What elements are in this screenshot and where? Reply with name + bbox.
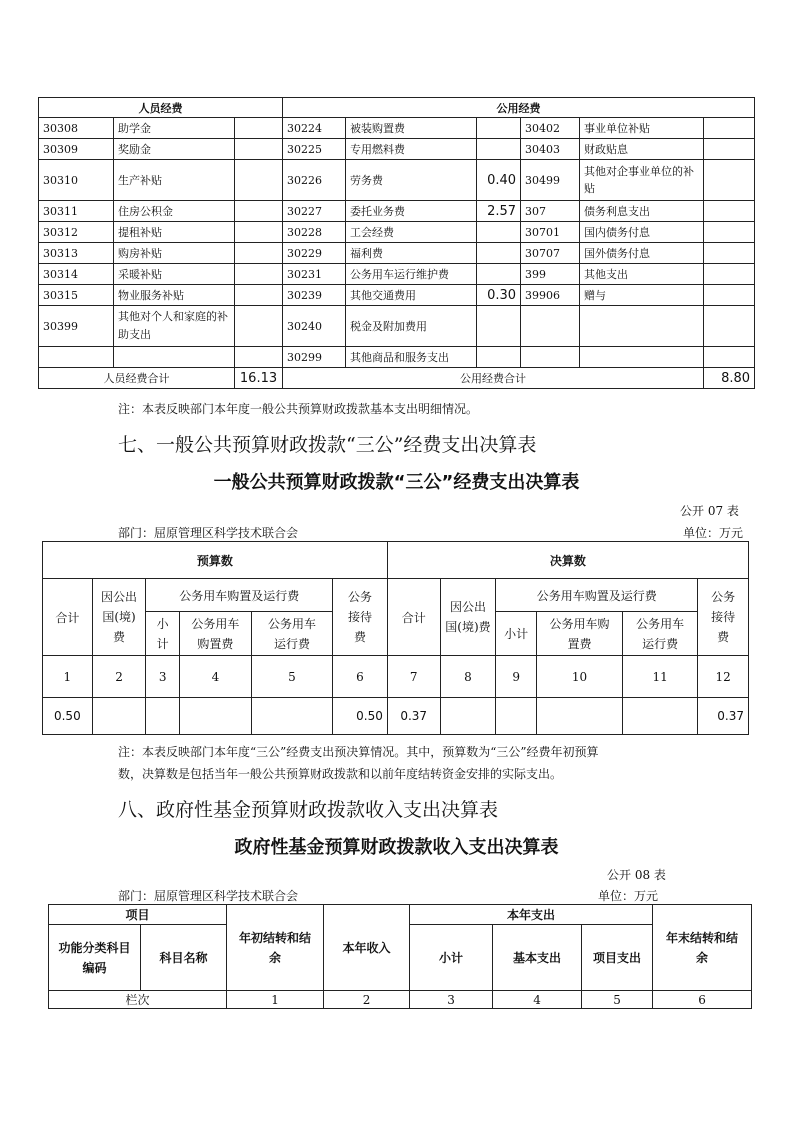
section8-heading: 八、政府性基金预算财政拨款收入支出决算表 — [118, 799, 499, 821]
col-num: 5 — [251, 656, 332, 698]
abroad-header: 因公出国(境)费 — [440, 579, 496, 656]
table2-note-line1: 注：本表反映部门本年度“三公”经费支出预决算情况。其中，预算数为“三公”经费年初预算 — [118, 745, 599, 759]
code: 30311 — [39, 201, 114, 222]
amount — [477, 264, 521, 285]
col-num: 2 — [92, 656, 146, 698]
code: 399 — [521, 264, 580, 285]
section7-heading: 七、一般公共预算财政拨款“三公”经费支出决算表 — [118, 434, 537, 456]
table-row — [39, 201, 755, 222]
value-cell: 0.50 — [43, 698, 93, 735]
reception-header: 公务接待费 — [698, 579, 749, 656]
item-name: 其他对个人和家庭的补助支出 — [114, 306, 235, 347]
code: 30224 — [283, 118, 346, 139]
table-row — [39, 347, 755, 368]
subtotal-header: 小计 — [146, 612, 179, 656]
car-purchase-header: 公务用车购置费 — [179, 612, 251, 656]
department: 部门：屈原管理区科学技术联合会 — [118, 526, 299, 540]
item-name: 福利费 — [346, 243, 477, 264]
item-name: 委托业务费 — [346, 201, 477, 222]
amount — [477, 243, 521, 264]
department: 部门：屈原管理区科学技术联合会 — [118, 889, 299, 903]
personnel-total-label: 人员经费合计 — [39, 368, 235, 389]
car-run-header: 公务用车运行费 — [251, 612, 332, 656]
item-name: 国内债务付息 — [580, 222, 704, 243]
amount — [235, 160, 283, 201]
amount — [235, 306, 283, 347]
item-name: 被装购置费 — [346, 118, 477, 139]
function-code-header: 功能分类科目编码 — [49, 925, 141, 991]
table-row — [39, 139, 755, 160]
subtotal-header: 小计 — [496, 612, 537, 656]
item-name: 其他商品和服务支出 — [346, 347, 477, 368]
code: 30225 — [283, 139, 346, 160]
table-row — [39, 222, 755, 243]
car-purchase-header: 公务用车购置费 — [536, 612, 622, 656]
col-num: 9 — [496, 656, 537, 698]
basic-expense-detail-table — [38, 97, 755, 389]
basic-expense-header: 基本支出 — [493, 925, 582, 991]
code — [39, 347, 114, 368]
col-num: 1 — [227, 991, 324, 1009]
value-cell: 0.37 — [698, 698, 749, 735]
amount — [235, 243, 283, 264]
amount — [477, 306, 521, 347]
public-expense-header: 公用经费 — [283, 98, 755, 118]
code: 30229 — [283, 243, 346, 264]
col-num: 6 — [333, 656, 388, 698]
value-cell — [146, 698, 179, 735]
col-num: 11 — [623, 656, 698, 698]
amount — [704, 222, 755, 243]
amount: 0.40 — [477, 160, 521, 201]
amount — [235, 118, 283, 139]
item-name: 财政贴息 — [580, 139, 704, 160]
item-name: 事业单位补贴 — [580, 118, 704, 139]
code: 30314 — [39, 264, 114, 285]
table2-note-line2: 数，决算数是包括当年一般公共预算财政拨款和以前年度结转资金安排的实际支出。 — [118, 767, 563, 781]
amount — [704, 243, 755, 264]
code: 30403 — [521, 139, 580, 160]
amount — [704, 264, 755, 285]
car-run-header: 公务用车运行费 — [623, 612, 698, 656]
abroad-header: 因公出国(境)费 — [92, 579, 146, 656]
code: 30299 — [283, 347, 346, 368]
amount — [477, 118, 521, 139]
public-total-label: 公用经费合计 — [283, 368, 704, 389]
col-num: 3 — [410, 991, 493, 1009]
col-num: 5 — [582, 991, 653, 1009]
three-public-expense-table — [42, 541, 749, 735]
amount — [704, 118, 755, 139]
code: 30231 — [283, 264, 346, 285]
amount — [704, 160, 755, 201]
code: 30228 — [283, 222, 346, 243]
code: 30499 — [521, 160, 580, 201]
item-name: 债务利息支出 — [580, 201, 704, 222]
col-num: 3 — [146, 656, 179, 698]
code: 30308 — [39, 118, 114, 139]
amount — [704, 306, 755, 347]
item-name: 其他支出 — [580, 264, 704, 285]
total-row — [39, 368, 755, 389]
value-cell: 0.50 — [333, 698, 388, 735]
begin-balance-header: 年初结转和结余 — [227, 905, 324, 991]
code: 30240 — [283, 306, 346, 347]
table-row — [39, 264, 755, 285]
item-name: 住房公积金 — [114, 201, 235, 222]
unit: 单位：万元 — [598, 889, 659, 903]
amount — [235, 139, 283, 160]
code: 30402 — [521, 118, 580, 139]
item-name — [580, 347, 704, 368]
value-cell — [536, 698, 622, 735]
amount: 0.30 — [477, 285, 521, 306]
amount — [704, 201, 755, 222]
gov-fund-table — [48, 904, 752, 1009]
amount — [235, 264, 283, 285]
item-name: 助学金 — [114, 118, 235, 139]
item-name: 公务用车运行维护费 — [346, 264, 477, 285]
col-num: 7 — [387, 656, 440, 698]
budget-header: 预算数 — [43, 542, 388, 579]
amount — [477, 347, 521, 368]
col-num: 4 — [493, 991, 582, 1009]
personnel-total-value: 16.13 — [235, 368, 283, 389]
value-cell — [623, 698, 698, 735]
item-name: 工会经费 — [346, 222, 477, 243]
value-cell: 0.37 — [387, 698, 440, 735]
code: 30226 — [283, 160, 346, 201]
col-num: 6 — [653, 991, 752, 1009]
item-name: 国外债务付息 — [580, 243, 704, 264]
col-num: 4 — [179, 656, 251, 698]
item-name: 采暖补贴 — [114, 264, 235, 285]
subtotal-header: 小计 — [410, 925, 493, 991]
table-row — [39, 118, 755, 139]
col-num: 2 — [324, 991, 410, 1009]
column-number-row — [43, 656, 749, 698]
car-header: 公务用车购置及运行费 — [496, 579, 698, 612]
code: 307 — [521, 201, 580, 222]
row-label: 栏次 — [49, 991, 227, 1009]
code — [521, 347, 580, 368]
value-cell — [92, 698, 146, 735]
code: 30701 — [521, 222, 580, 243]
form-number: 公开 08 表 — [607, 868, 666, 882]
code: 30310 — [39, 160, 114, 201]
final-header: 决算数 — [387, 542, 748, 579]
item-name: 赠与 — [580, 285, 704, 306]
amount — [477, 139, 521, 160]
item-name: 生产补贴 — [114, 160, 235, 201]
amount — [704, 139, 755, 160]
table-row — [39, 160, 755, 201]
col-num: 12 — [698, 656, 749, 698]
code: 30312 — [39, 222, 114, 243]
end-balance-header: 年末结转和结余 — [653, 905, 752, 991]
item-header: 项目 — [49, 905, 227, 925]
amount: 2.57 — [477, 201, 521, 222]
table-row — [39, 243, 755, 264]
code: 30707 — [521, 243, 580, 264]
project-expense-header: 项目支出 — [582, 925, 653, 991]
item-name: 购房补贴 — [114, 243, 235, 264]
table-row — [39, 306, 755, 347]
col-num: 1 — [43, 656, 93, 698]
value-cell — [496, 698, 537, 735]
code: 30315 — [39, 285, 114, 306]
code: 39906 — [521, 285, 580, 306]
value-cell — [440, 698, 496, 735]
public-total-value: 8.80 — [704, 368, 755, 389]
table1-note: 注：本表反映部门本年度一般公共预算财政拨款基本支出明细情况。 — [118, 402, 479, 416]
subject-name-header: 科目名称 — [141, 925, 227, 991]
value-cell — [179, 698, 251, 735]
amount — [235, 222, 283, 243]
item-name: 专用燃料费 — [346, 139, 477, 160]
amount — [477, 222, 521, 243]
code — [521, 306, 580, 347]
amount — [235, 285, 283, 306]
amount — [704, 285, 755, 306]
item-name: 奖励金 — [114, 139, 235, 160]
col-num: 10 — [536, 656, 622, 698]
current-expense-header: 本年支出 — [410, 905, 653, 925]
column-number-row — [49, 991, 752, 1009]
code: 30239 — [283, 285, 346, 306]
item-name: 税金及附加费用 — [346, 306, 477, 347]
income-header: 本年收入 — [324, 905, 410, 991]
total-header: 合计 — [387, 579, 440, 656]
item-name: 其他交通费用 — [346, 285, 477, 306]
amount — [235, 201, 283, 222]
code: 30313 — [39, 243, 114, 264]
unit: 单位：万元 — [683, 526, 744, 540]
form-number: 公开 07 表 — [680, 504, 739, 518]
item-name — [580, 306, 704, 347]
code: 30227 — [283, 201, 346, 222]
value-row — [43, 698, 749, 735]
section8-title: 政府性基金预算财政拨款收入支出决算表 — [234, 837, 559, 858]
item-name: 物业服务补贴 — [114, 285, 235, 306]
item-name: 其他对企事业单位的补贴 — [580, 160, 704, 201]
code: 30309 — [39, 139, 114, 160]
value-cell — [251, 698, 332, 735]
item-name — [114, 347, 235, 368]
code: 30399 — [39, 306, 114, 347]
table-row — [39, 285, 755, 306]
reception-header: 公务接待费 — [333, 579, 388, 656]
section7-title: 一般公共预算财政拨款“三公”经费支出决算表 — [213, 472, 580, 493]
car-header: 公务用车购置及运行费 — [146, 579, 333, 612]
item-name: 提租补贴 — [114, 222, 235, 243]
amount — [704, 347, 755, 368]
amount — [235, 347, 283, 368]
col-num: 8 — [440, 656, 496, 698]
item-name: 劳务费 — [346, 160, 477, 201]
total-header: 合计 — [43, 579, 93, 656]
personnel-expense-header: 人员经费 — [39, 98, 283, 118]
